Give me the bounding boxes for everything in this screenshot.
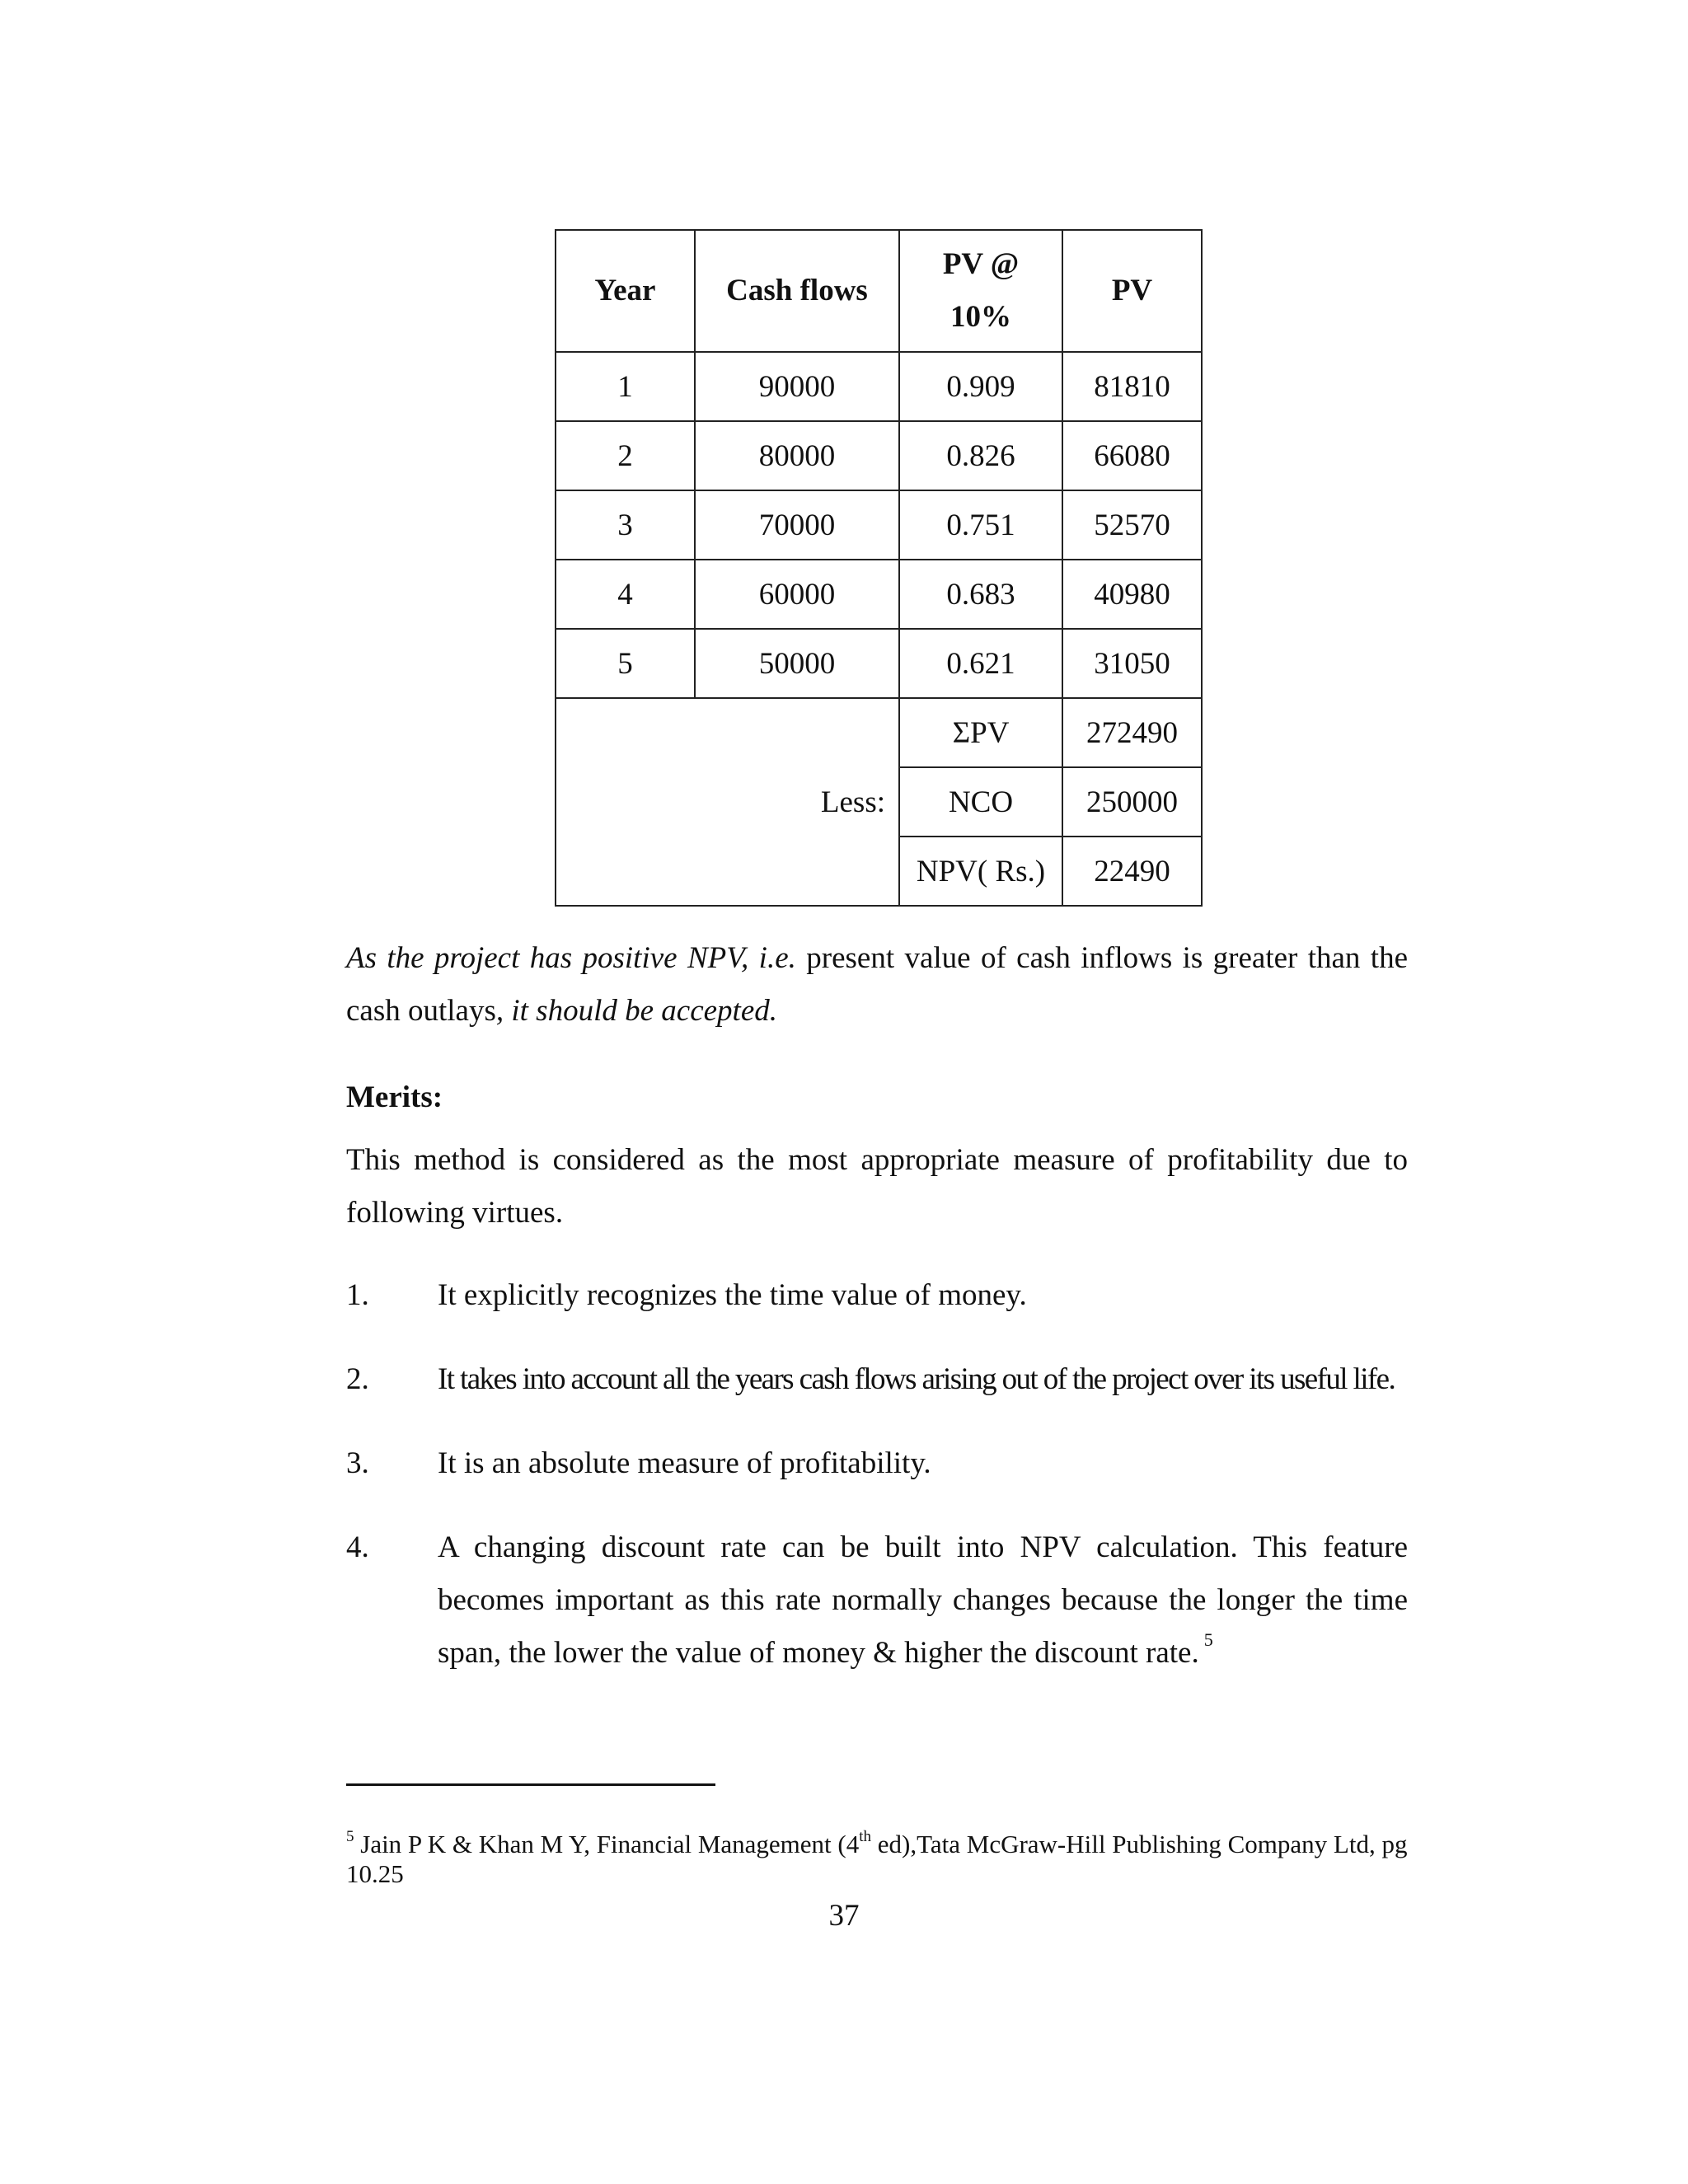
cell-year: 1 — [556, 352, 695, 421]
conclusion-plain-text: present value of cash inflows is greater than the cash outlays — [346, 941, 1408, 1028]
list-item-text: It is an absolute measure of profitability. — [438, 1446, 931, 1480]
list-item-text: It takes into account all the years cash flows arising out of the project over its useful life. — [438, 1362, 1395, 1396]
cell-factor: 0.826 — [899, 421, 1062, 490]
list-item-number: 1. — [346, 1278, 369, 1312]
cell-factor: 0.751 — [899, 490, 1062, 560]
table-row — [556, 560, 1202, 629]
table-row — [556, 490, 1202, 560]
header-year: Year — [556, 230, 695, 352]
list-item-text-wrapper — [438, 1521, 1408, 1680]
header-pv-factor-line1: PV @ — [942, 247, 1020, 281]
summary-blank-cell — [556, 837, 899, 906]
merits-intro-paragraph: This method is considered as the most appropriate measure of profitability due to following virtues. — [346, 1143, 1408, 1230]
summary-blank-cell — [556, 698, 899, 767]
cell-pv: 66080 — [1062, 421, 1202, 490]
summary-row-nco — [556, 767, 1202, 837]
footnote-text-after: ed),Tata McGraw-Hill Publishing Company Ltd, pg 10.25 — [346, 1830, 1408, 1888]
nco-value: 250000 — [1062, 767, 1202, 837]
table-row — [556, 421, 1202, 490]
conclusion-italic-end: , it should be accepted. — [495, 994, 778, 1028]
header-pv-factor-line2: 10% — [950, 300, 1011, 334]
cell-cash-flow: 50000 — [695, 629, 899, 698]
sum-pv-label: ΣPV — [899, 698, 1062, 767]
cell-cash-flow: 60000 — [695, 560, 899, 629]
summary-row-sum — [556, 698, 1202, 767]
footnote-text-before: Jain P K & Khan M Y, Financial Management (4 — [354, 1830, 860, 1858]
npv-value: 22490 — [1062, 837, 1202, 906]
page-number: 37 — [828, 1899, 860, 1933]
cell-year: 4 — [556, 560, 695, 629]
npv-label: NPV( Rs.) — [899, 837, 1062, 906]
less-label: Less: — [556, 767, 899, 837]
cell-pv: 31050 — [1062, 629, 1202, 698]
list-item-number: 3. — [346, 1446, 369, 1480]
cell-year: 2 — [556, 421, 695, 490]
footnote-reference[interactable]: 5 — [1203, 1629, 1213, 1650]
footnote-ordinal-superscript: th — [859, 1828, 872, 1845]
cell-factor: 0.909 — [899, 352, 1062, 421]
table-row — [556, 352, 1202, 421]
footnote — [346, 1830, 1409, 1889]
header-pv: PV — [1062, 230, 1202, 352]
cell-pv: 52570 — [1062, 490, 1202, 560]
header-cash-flows: Cash flows — [695, 230, 899, 352]
table-header-row — [556, 230, 1202, 352]
cell-year: 3 — [556, 490, 695, 560]
cell-factor: 0.683 — [899, 560, 1062, 629]
cell-pv: 40980 — [1062, 560, 1202, 629]
summary-row-npv — [556, 837, 1202, 906]
header-pv-factor — [899, 230, 1062, 352]
npv-calculation-table — [555, 229, 1203, 907]
list-item-number: 4. — [346, 1530, 369, 1564]
conclusion-paragraph — [346, 932, 1408, 1038]
list-item-number: 2. — [346, 1362, 369, 1396]
list-item-text: It explicitly recognizes the time value of money. — [438, 1278, 1027, 1312]
cell-cash-flow: 80000 — [695, 421, 899, 490]
cell-factor: 0.621 — [899, 629, 1062, 698]
nco-label: NCO — [899, 767, 1062, 837]
conclusion-italic-lead: As the project has positive NPV, i.e. — [346, 941, 796, 975]
merits-heading: Merits: — [346, 1080, 443, 1114]
table-row — [556, 629, 1202, 698]
footnote-separator — [346, 1783, 715, 1786]
footnote-marker: 5 — [346, 1828, 354, 1845]
cell-year: 5 — [556, 629, 695, 698]
cell-cash-flow: 90000 — [695, 352, 899, 421]
sum-pv-value: 272490 — [1062, 698, 1202, 767]
cell-pv: 81810 — [1062, 352, 1202, 421]
cell-cash-flow: 70000 — [695, 490, 899, 560]
list-item-text: A changing discount rate can be built into NPV calculation. This feature becomes important as this rate normally changes because the longer the time span, the lower the value of money & higher the discount rate. — [438, 1530, 1408, 1670]
